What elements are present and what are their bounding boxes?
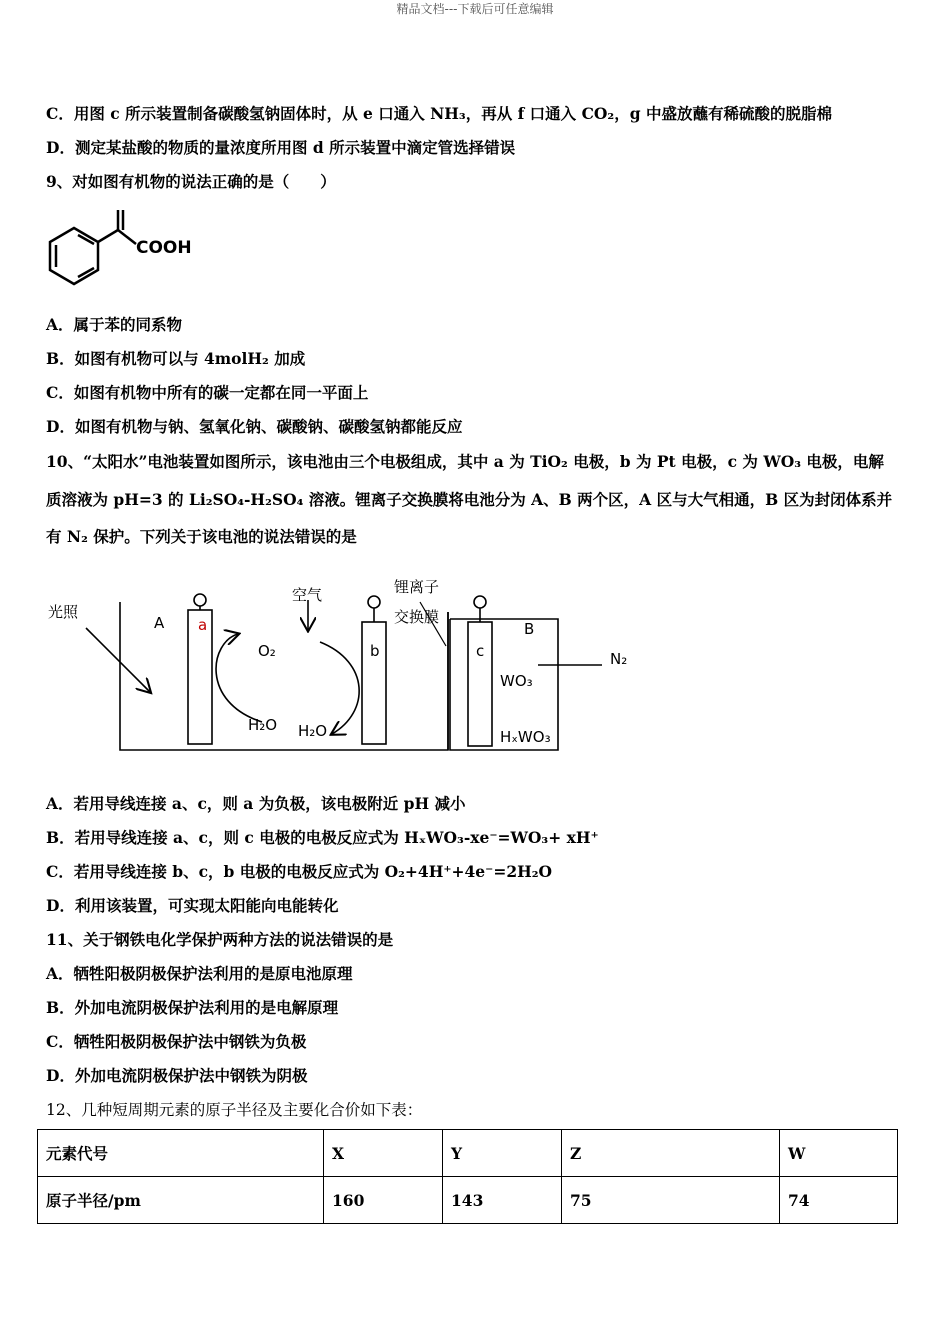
air-label: 空气 [292,586,323,604]
q12-stem: 12、几种短周期元素的原子半径及主要化合价如下表： [46,1101,423,1119]
table-cell: 75 [562,1177,780,1224]
table-cell: Y [443,1130,562,1177]
table-cell: Z [562,1130,780,1177]
q11-option-c: C．牺牲阳极阴极保护法中钢铁为负极 [46,1032,307,1051]
element-table [37,1129,898,1224]
electrode-c-label: c [476,642,485,660]
q10-option-c: C．若用导线连接 b、c，b 电极的电极反应式为 O₂+4H⁺+4e⁻=2H₂O [46,862,553,881]
table-cell: 74 [780,1177,898,1224]
h2o-label-2: H₂O [298,722,328,740]
membrane-label-2: 交换膜 [394,608,440,626]
q10-option-a: A．若用导线连接 a、c，则 a 为负极，该电极附近 pH 减小 [46,794,466,813]
electrode-b [362,622,386,744]
h2o-arrow [320,642,359,734]
table-row [38,1177,898,1224]
electrode-b-label: b [370,642,380,660]
q10-stem-line1: 10、“太阳水”电池装置如图所示，该电池由三个电极组成，其中 a 为 TiO₂ 电极，b 为 Pt 电极，c 为 WO₃ 电极，电解 [46,452,884,471]
electrode-a-label: a [198,616,208,634]
q10-stem-line2: 质溶液为 pH=3 的 Li₂SO₄-H₂SO₄ 溶液。锂离子交换膜将电池分为 A、B 两个区，A 区与大气相通，B 区为封闭体系并 [46,490,893,509]
q10-option-b: B．若用导线连接 a、c，则 c 电极的电极反应式为 HₓWO₃-xe⁻=WO₃+ xH⁺ [46,828,599,847]
solar-water-cell-diagram [40,572,640,762]
q9-option-d: D．如图有机物与钠、氢氧化钠、碳酸钠、碳酸氢钠都能反应 [46,417,463,436]
o2-label: O₂ [258,642,276,660]
table-cell: 143 [443,1177,562,1224]
q11-stem: 11、关于钢铁电化学保护两种方法的说法错误的是 [46,930,394,949]
q11-option-b: B．外加电流阴极保护法利用的是电解原理 [46,998,339,1017]
q9-option-b: B．如图有机物可以与 4molH₂ 加成 [46,349,306,368]
o2-arrow [216,634,262,722]
table-cell: W [780,1130,898,1177]
h2o-label-1: H₂O [248,716,278,734]
q9-stem: 9、对如图有机物的说法正确的是（ ） [46,172,336,191]
light-label: 光照 [48,603,79,621]
q8-option-d: D．测定某盐酸的物质的量浓度所用图 d 所示装置中滴定管选择错误 [46,138,516,157]
table-cell: 元素代号 [38,1130,324,1177]
q9-option-c: C．如图有机物中所有的碳一定都在同一平面上 [46,383,369,402]
zone-b-label: B [524,620,535,638]
table-cell: 160 [324,1177,443,1224]
table-row [38,1130,898,1177]
table-cell: X [324,1130,443,1177]
q8-option-c: C．用图 c 所示装置制备碳酸氢钠固体时，从 e 口通入 NH₃，再从 f 口通入 CO₂，g 中盛放蘸有稀硫酸的脱脂棉 [46,104,832,123]
cooh-label: COOH [136,238,192,258]
q9-structure-diagram [44,206,204,298]
q11-option-a: A．牺牲阳极阴极保护法利用的是原电池原理 [46,964,353,983]
q9-option-a: A．属于苯的同系物 [46,315,183,334]
q10-stem-line3: 有 N₂ 保护。下列关于该电池的说法错误的是 [46,527,357,546]
page-header: 精品文档---下载后可任意编辑 [396,2,554,16]
n2-label: N₂ [610,650,628,668]
electrode-c [468,622,492,746]
wo3-label: WO₃ [500,672,533,690]
membrane-label-1: 锂离子 [394,578,440,596]
zone-a-label: A [154,614,165,632]
light-arrow [86,628,150,692]
q11-option-d: D．外加电流阴极保护法中钢铁为阴极 [46,1066,308,1085]
table-cell: 原子半径/pm [38,1177,324,1224]
hxwo3-label: HₓWO₃ [500,728,551,746]
q10-option-d: D．利用该装置，可实现太阳能向电能转化 [46,896,339,915]
